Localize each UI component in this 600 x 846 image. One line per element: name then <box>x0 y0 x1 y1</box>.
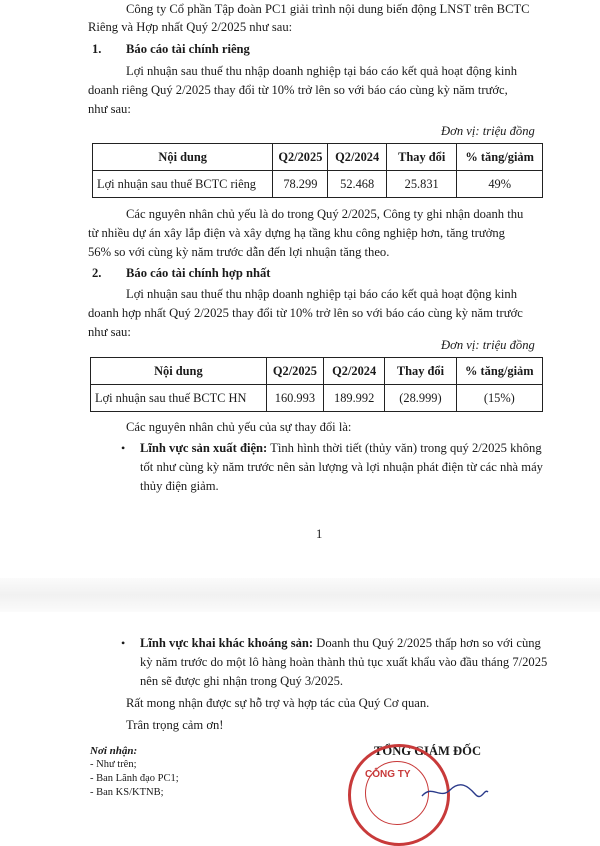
section2-number: 2. <box>92 266 102 280</box>
bullet2-line-3: nên sẽ được ghi nhận trong Quý 3/2025. <box>140 674 344 688</box>
header-q2-2024: Q2/2024 <box>324 358 385 385</box>
section1-para-line-1: Lợi nhuận sau thuế thu nhập doanh nghiệp tại báo cáo kết quả hoạt động kinh <box>126 64 518 78</box>
closing-line-1: Rất mong nhận được sự hỗ trợ và hợp tác của Quý Cơ quan. <box>126 696 430 710</box>
cell-q2-2024: 52.468 <box>328 171 387 198</box>
bullet-dot: • <box>121 636 126 650</box>
bullet2-label: Lĩnh vực khai khác khoáng sản: <box>140 636 314 650</box>
table-header-row <box>91 358 543 385</box>
section2-para-line-1: Lợi nhuận sau thuế thu nhập doanh nghiệp tại báo cáo kết quả hoạt động kinh <box>126 287 518 301</box>
header-thay-doi: Thay đổi <box>385 358 456 385</box>
section1-para-line-2: doanh riêng Quý 2/2025 thay đổi từ 10% trở lên so với báo cáo cùng kỳ năm trước, <box>88 83 508 97</box>
page-number: 1 <box>316 527 323 541</box>
intro-line-1: Công ty Cổ phần Tập đoàn PC1 giải trình nội dung biến động LNST trên BCTC <box>126 2 530 16</box>
intro-line-2: Riêng và Hợp nhất Quý 2/2025 như sau: <box>88 20 293 34</box>
bullet1-line-2: tốt như cùng kỳ năm trước nên sản lượng và lợi nhuận phát điện từ các nhà máy <box>140 460 543 474</box>
document-page-2 <box>0 612 600 800</box>
cell-q2-2025: 160.993 <box>266 385 323 412</box>
header-q2-2024: Q2/2024 <box>328 144 387 171</box>
recipient-2: - Ban Lãnh đạo PC1; <box>90 773 179 784</box>
section2-unit: Đơn vị: triệu đồng <box>441 338 535 352</box>
bullet2-text: Doanh thu Quý 2/2025 thấp hơn so với cùng <box>313 636 541 650</box>
signature-mark <box>420 782 490 800</box>
recipient-1: - Như trên; <box>90 759 137 770</box>
page-break <box>0 578 600 612</box>
recipient-3: - Ban KS/KTNB; <box>90 787 164 798</box>
section2-title: Báo cáo tài chính hợp nhất <box>126 266 271 280</box>
bullet1-label: Lĩnh vực sản xuất điện: <box>140 441 268 455</box>
stamp-label: CÔNG TY <box>365 769 411 780</box>
table-header-row <box>93 144 543 171</box>
section1-para-line-3: như sau: <box>88 102 131 116</box>
header-noi-dung: Nội dung <box>91 358 267 385</box>
separate-fs-table <box>92 143 543 198</box>
header-noi-dung: Nội dung <box>93 144 273 171</box>
header-q2-2025: Q2/2025 <box>273 144 328 171</box>
table-row <box>91 385 543 412</box>
cell-thay-doi: (28.999) <box>385 385 456 412</box>
bullet-dot: • <box>121 441 126 455</box>
section1-number: 1. <box>92 42 102 56</box>
section2-reason-intro: Các nguyên nhân chủ yếu của sự thay đổi là: <box>126 420 352 434</box>
section2-para-line-3: như sau: <box>88 325 131 339</box>
header-q2-2025: Q2/2025 <box>266 358 323 385</box>
section1-unit: Đơn vị: triệu đồng <box>441 124 535 138</box>
signer-title: TỔNG GIÁM ĐỐC <box>374 744 482 758</box>
consolidated-fs-table <box>90 357 543 412</box>
bullet2-line-2: kỳ năm trước do một lô hàng hoàn thành thủ tục xuất khẩu vào đầu tháng 7/2025 <box>140 655 548 669</box>
section1-reason-line-1: Các nguyên nhân chủ yếu là do trong Quý 2/2025, Công ty ghi nhận doanh thu <box>126 207 524 221</box>
cell-q2-2025: 78.299 <box>273 171 328 198</box>
section1-reason-line-3: 56% so với cùng kỳ năm trước dẫn đến lợi nhuận tăng theo. <box>88 245 390 259</box>
section1-title: Báo cáo tài chính riêng <box>126 42 250 56</box>
cell-thay-doi: 25.831 <box>387 171 457 198</box>
bullet1-line-3: thủy điện giảm. <box>140 479 219 493</box>
header-percent: % tăng/giảm <box>457 144 543 171</box>
cell-percent: (15%) <box>456 385 542 412</box>
closing-line-2: Trân trọng cảm ơn! <box>126 718 224 732</box>
bullet1-line-1 <box>140 439 542 458</box>
recipients-title: Nơi nhận: <box>90 745 138 757</box>
cell-noi-dung: Lợi nhuận sau thuế BCTC HN <box>91 385 267 412</box>
cell-q2-2024: 189.992 <box>324 385 385 412</box>
bullet2-line-1 <box>140 634 541 653</box>
table-row <box>93 171 543 198</box>
cell-percent: 49% <box>457 171 543 198</box>
section1-reason-line-2: từ nhiều dự án xây lắp điện và xây dựng hạ tầng khu công nghiệp hơn, tăng trưởng <box>88 226 505 240</box>
bullet1-text: Tình hình thời tiết (thủy văn) trong quý 2/2025 không <box>267 441 542 455</box>
header-percent: % tăng/giảm <box>456 358 542 385</box>
header-thay-doi: Thay đổi <box>387 144 457 171</box>
section2-para-line-2: doanh hợp nhất Quý 2/2025 thay đổi từ 10% trở lên so với báo cáo cùng kỳ năm trước <box>88 306 523 320</box>
cell-noi-dung: Lợi nhuận sau thuế BCTC riêng <box>93 171 273 198</box>
